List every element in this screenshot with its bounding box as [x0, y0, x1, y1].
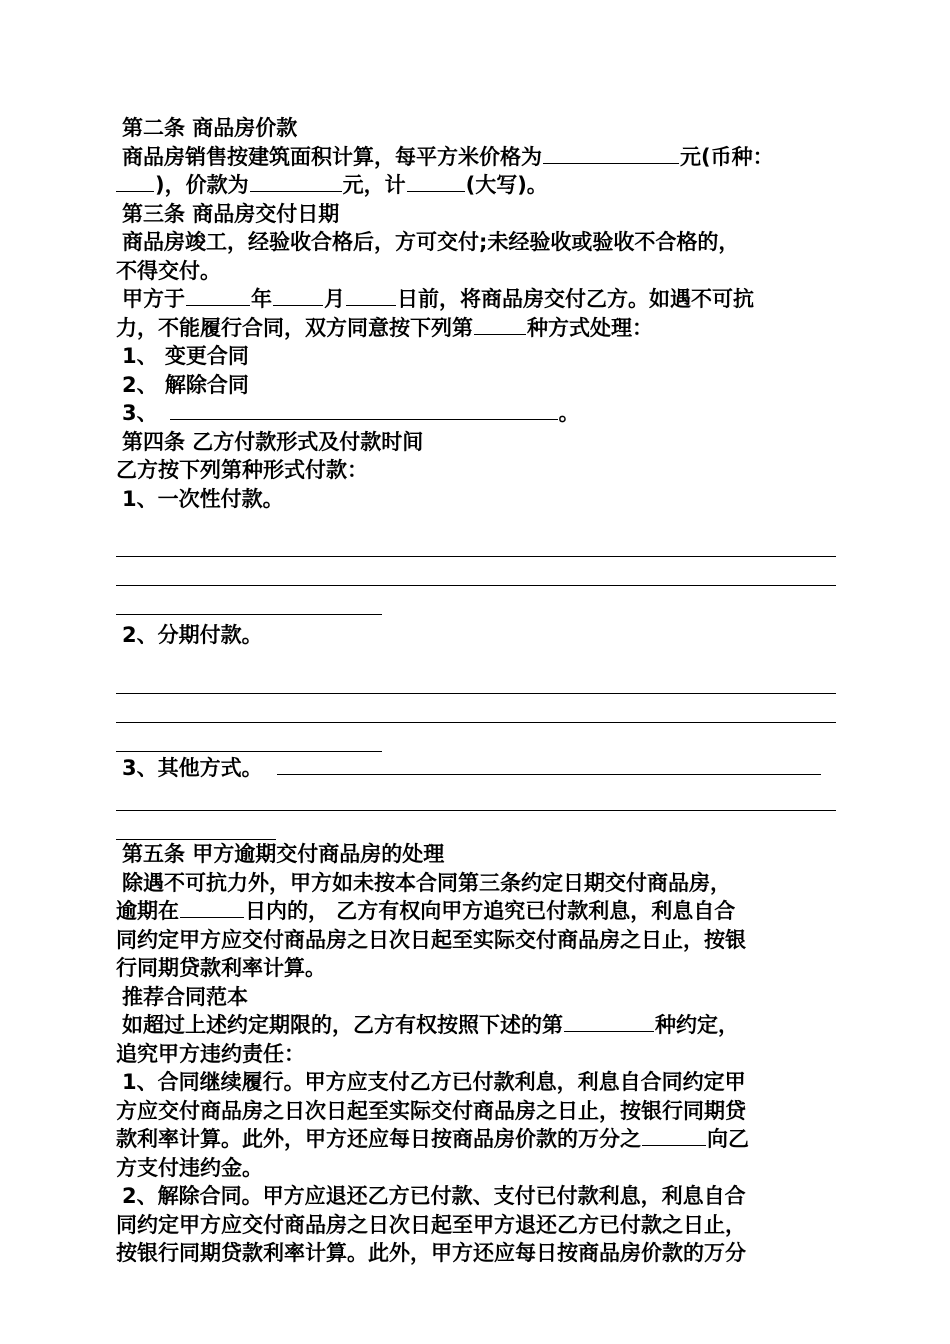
option-3-blank[interactable] [170, 399, 558, 420]
option-number-blank[interactable] [474, 314, 526, 335]
payment-method-2: 2、分期付款。 [122, 623, 263, 647]
article-5-p1-line-1: 除遇不可抗力外，甲方如未按本合同第三条约定日期交付商品房， [122, 870, 731, 895]
text: )，价款为 [155, 173, 249, 197]
option-2: 2、 解除合同 [122, 372, 249, 397]
text: 元，计 [342, 173, 406, 197]
article-2-line-2 [116, 171, 840, 200]
total-price-words-blank[interactable] [407, 171, 465, 192]
text: 款利率计算。此外，甲方还应每日按商品房价款的万分之 [116, 1127, 641, 1151]
method-1-fill-line-3[interactable] [116, 614, 382, 615]
recommended-template-label: 推荐合同范本 [122, 984, 248, 1009]
month-blank[interactable] [273, 285, 323, 306]
text: 元(币种： [680, 144, 774, 169]
clause-2-line-3: 按银行同期贷款利率计算。此外，甲方还应每日按商品房价款的万分 [116, 1241, 746, 1265]
option-3 [116, 399, 840, 428]
total-price-blank[interactable] [250, 171, 342, 192]
text: 。 [558, 401, 580, 425]
text: 月 [324, 287, 345, 311]
clause-1-line-2: 方应交付商品房之日次日起至实际交付商品房之日止，按银行同期贷 [116, 1098, 746, 1123]
year-blank[interactable] [186, 285, 250, 306]
penalty-rate-blank[interactable] [642, 1125, 706, 1146]
text: 种约定， [655, 1013, 739, 1037]
contract-page [116, 114, 840, 1268]
article-5-p1-line-4: 行同期贷款利率计算。 [116, 956, 326, 980]
article-3-p2-line-2 [116, 314, 840, 343]
article-5-p2-line-1 [116, 1011, 840, 1040]
clause-1-line-4: 方支付违约金。 [116, 1155, 263, 1180]
text: 年 [251, 287, 272, 311]
text: 商品房销售按建筑面积计算，每平方米价格为 [122, 144, 542, 169]
text: (大写)。 [465, 173, 548, 197]
article-4-intro: 乙方按下列第种形式付款： [116, 458, 368, 482]
method-3-blank[interactable] [277, 754, 821, 775]
text: 甲方于 [122, 287, 185, 311]
article-5-p1-line-2 [116, 897, 840, 926]
currency-blank[interactable] [116, 171, 154, 192]
overdue-days-blank[interactable] [180, 897, 244, 918]
text: 种方式处理： [527, 315, 653, 340]
clause-1-line-1: 1、合同继续履行。甲方应支付乙方已付款利息，利息自合同约定甲 [122, 1070, 746, 1094]
article-5-p1-line-3: 同约定甲方应交付商品房之日次日起至实际交付商品房之日止，按银 [116, 927, 746, 952]
text: 力，不能履行合同，双方同意按下列第 [116, 315, 473, 340]
article-3-p1-line-2: 不得交付。 [116, 258, 221, 283]
text: 如超过上述约定期限的，乙方有权按照下述的第 [122, 1013, 563, 1037]
method-2-fill-line-3[interactable] [116, 751, 382, 752]
article-4-title: 第四条 乙方付款形式及付款时间 [122, 429, 424, 454]
article-3-p2-line-1 [116, 285, 840, 314]
text: 日前，将商品房交付乙方。如遇不可抗 [397, 287, 754, 311]
text: 3、 [122, 401, 158, 425]
text: 逾期在 [116, 899, 179, 923]
price-per-sqm-blank[interactable] [543, 143, 679, 164]
clause-2-line-1: 2、解除合同。甲方应退还乙方已付款、支付已付款利息，利息自合 [122, 1184, 746, 1208]
article-3-p1-line-1: 商品房竣工，经验收合格后，方可交付;未经验收或验收不合格的， [122, 230, 740, 254]
article-2-line-1 [116, 143, 840, 172]
article-2-title: 第二条 商品房价款 [122, 116, 298, 140]
payment-method-3 [116, 754, 840, 783]
clause-1-line-3 [116, 1125, 840, 1154]
text: 日内的， 乙方有权向甲方追究已付款利息，利息自合 [245, 899, 736, 923]
article-5-title: 第五条 甲方逾期交付商品房的处理 [122, 842, 445, 866]
payment-method-1: 1、一次性付款。 [122, 486, 284, 511]
article-5-p2-line-2: 追究甲方违约责任： [116, 1041, 305, 1066]
option-1: 1、 变更合同 [122, 344, 249, 368]
day-blank[interactable] [346, 285, 396, 306]
text: 3、其他方式。 [122, 755, 263, 780]
agreement-number-blank[interactable] [564, 1011, 654, 1032]
article-3-title: 第三条 商品房交付日期 [122, 201, 340, 226]
clause-2-line-2: 同约定甲方应交付商品房之日次日起至甲方退还乙方已付款之日止， [116, 1212, 746, 1237]
text: 向乙 [707, 1127, 749, 1151]
